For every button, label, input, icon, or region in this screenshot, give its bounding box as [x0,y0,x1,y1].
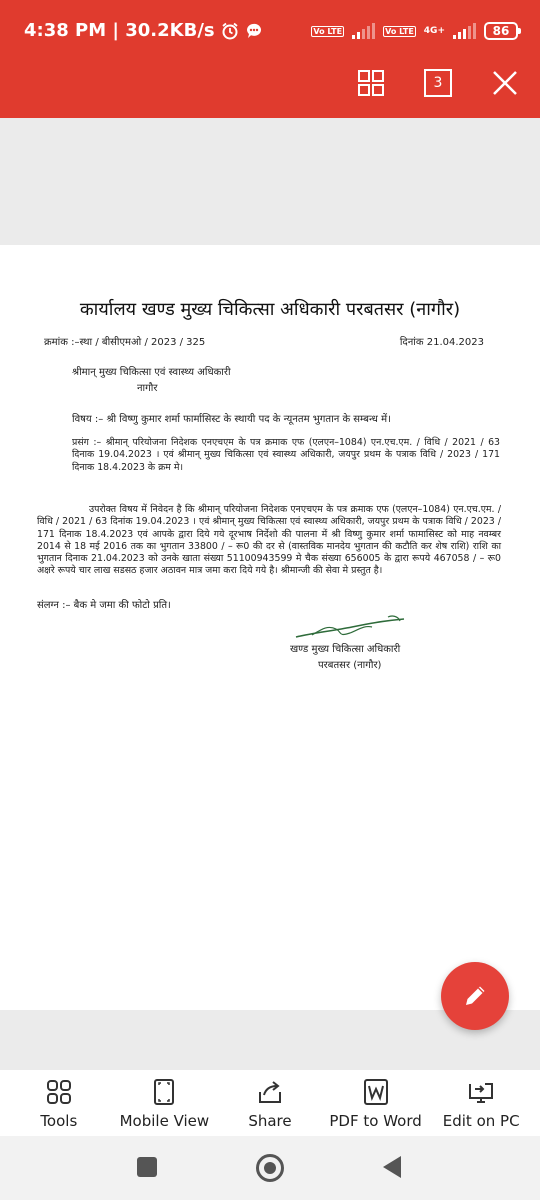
share-button[interactable] [217,1070,323,1136]
app-bar-actions [356,68,520,98]
signatory-location: परबतसर (नागौर) [318,660,382,671]
app-header [0,0,540,118]
network-type: 4G+ [423,25,445,36]
recent-apps-icon[interactable] [137,1157,157,1177]
status-bar [0,0,540,64]
message-icon [245,22,263,40]
home-icon[interactable] [256,1154,284,1182]
document-subject: विषय :– श्री विष्णु कुमार शर्मा फार्मासिस्ट के स्थायी पद के न्यूनतम भुगतान के सम्बन्ध में। [72,414,391,425]
signal-1-icon [352,23,375,39]
pencil-icon [460,981,490,1011]
document-date: दिनांक 21.04.2023 [399,337,484,348]
share-icon [256,1078,284,1106]
mobile-view-button[interactable] [112,1070,218,1136]
edit-on-pc-icon [467,1078,495,1106]
share-label: Share [248,1112,292,1130]
tools-icon [45,1078,73,1106]
pdf-to-word-icon [362,1078,390,1106]
system-navigation-bar [0,1136,540,1200]
status-time-speed: 4:38 PM | 30.2KB/s [24,20,215,41]
recipient-line-2: नागौर [137,383,158,394]
mobile-view-label: Mobile View [119,1112,210,1130]
document-body: उपरोक्त विषय में निवेदन है कि श्रीमान् परियोजना निदेशक एनएचएम के पत्र क्रमाक एफ (एलएन–1084) एन.एच.एम. / विधि / 2021 / 63 दिनांक 19.04.2023 । एवं श्रीमान् मुख्य चिकित्सा एवं स्वास्थ्य अधिकारी, जयपुर प्रथम के पत्राक विधि / 2023 / 171 दिनाक 18.4.2023 एवं आपके द्वारा दिये गये दूरभाष निर्देशो की पालना में श्री विष्णु कुमार शर्मा फामासिस्ट को माह नवम्बर 2014 से 18 मई 2016 तक का भुगतान 33800 / – रू0 की दर से (वास्तविक मानदेय भुगतान की कटौति कर शेष राशि) राशि का भुगतान दिनाक 21.04.2023 को उनके खाता संख्या 51100943599 मे चैक संख्या 656005 के द्वारा रूपये 467058 / – रू0 अक्षरे रूपये चार लाख सडसठ हजार अठावन मात्र जमा करा दिये गये है। श्रीमान्जी की सेवा मे प्रस्तुत है। [37,504,501,577]
signatory-title: खण्ड मुख्य चिकित्सा अधिकारी [290,644,401,655]
recipient-line-1: श्रीमान् मुख्य चिकित्सा एवं स्वास्थ्य अधिकारी [72,367,231,378]
close-icon[interactable] [490,68,520,98]
grid-view-icon[interactable] [356,68,386,98]
document-page [0,245,540,1010]
mobile-view-icon [150,1078,178,1106]
volte-badge-2: Vo LTE [385,26,414,36]
bottom-toolbar [0,1070,540,1136]
edit-on-pc-button[interactable] [428,1070,534,1136]
signal-2-icon [453,23,476,39]
pdf-to-word-button[interactable] [323,1070,429,1136]
document-enclosure: संलग्न :– बैक मे जमा की फोटो प्रति। [37,600,171,611]
document-reference-number: क्रमांक :–स्था / बीसीएमओ / 2023 / 325 [44,337,206,348]
signature-image [292,613,412,643]
tools-label: Tools [40,1112,78,1130]
battery-level: 86 [484,22,518,40]
status-left [24,20,263,41]
viewer-background-top [0,118,540,245]
back-icon[interactable] [383,1156,401,1178]
document-context: प्रसंग :– श्रीमान् परियोजना निदेशक एनएचएम के पत्र क्रमाक एफ (एलएन–1084) एन.एच.एम. / विधि / 2021 / 63 दिनाक 19.04.2023 । एवं श्रीमान् मुख्य चिकित्सा एवं स्वास्थ्य अधिकारी, जयपुर प्रथम के पत्राक विधि / 2023 / 171 दिनाक 18.4.2023 के क्रम मे। [72,437,500,473]
edit-on-pc-label: Edit on PC [442,1112,520,1130]
page-count-button[interactable]: 3 [424,69,452,97]
alarm-icon [221,22,239,40]
volte-badge-1: Vo LTE [313,26,343,36]
tools-button[interactable] [6,1070,112,1136]
status-right [311,22,518,40]
document-title: कार्यालय खण्ड मुख्य चिकित्सा अधिकारी परबतसर (नागौर) [79,299,461,320]
edit-fab-button[interactable] [441,962,509,1030]
pdf-to-word-label: PDF to Word [329,1112,422,1130]
